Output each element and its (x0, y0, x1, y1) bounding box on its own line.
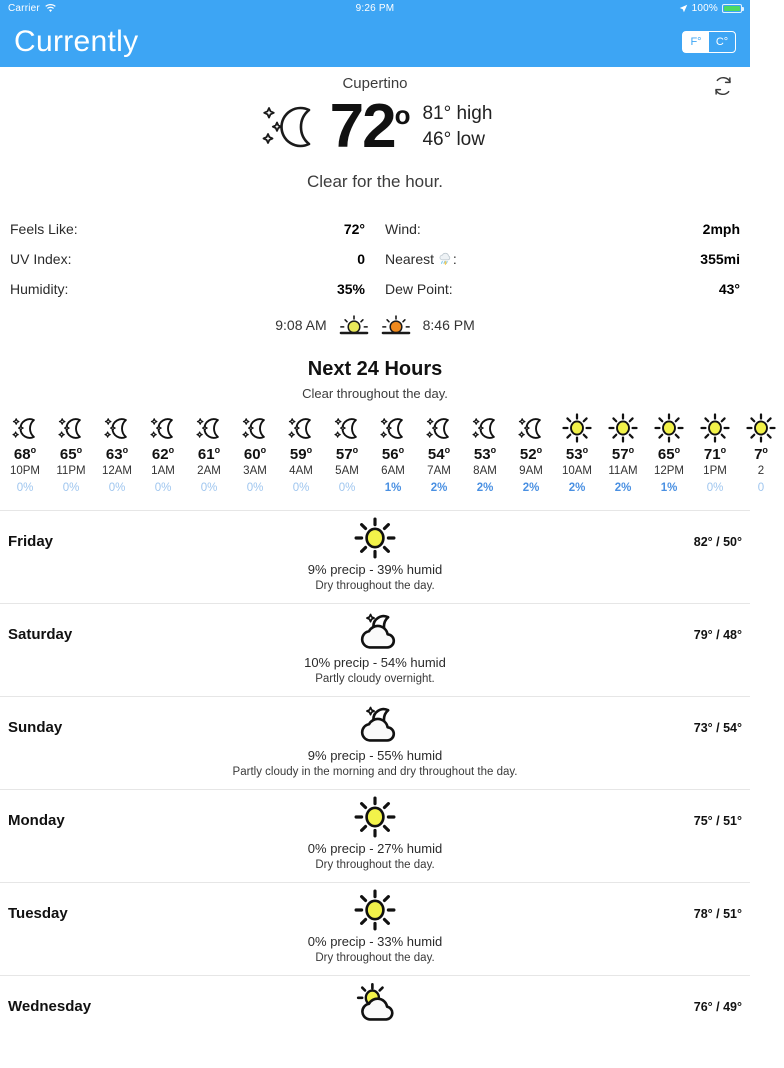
hourly-precipitation: 0% (62, 482, 80, 494)
clear-day-icon (562, 413, 592, 442)
hourly-temperature: 56$^o$ (381, 445, 405, 463)
hourly-time: 10PM (9, 465, 41, 477)
detail-value: 72° (343, 221, 365, 237)
daily-forecast-row[interactable] (0, 975, 750, 1068)
status-bar-clock: 9:26 PM (355, 2, 395, 14)
hourly-precipitation: 2% (476, 482, 494, 494)
hourly-temperature: 53$^o$ (473, 445, 497, 463)
day-stats: 10% precip - 54% humid (304, 655, 446, 670)
sunset-icon (381, 314, 411, 336)
detail-value: 355mi (700, 251, 740, 267)
clear-night-icon (148, 413, 178, 442)
weather-content (0, 67, 768, 1068)
unit-toggle[interactable] (682, 31, 736, 53)
hourly-time: 6AM (381, 465, 405, 477)
wifi-icon (45, 4, 56, 13)
clear-night-icon (424, 413, 454, 442)
detail-label: Humidity: (10, 281, 69, 297)
detail-uv-index (10, 244, 365, 274)
hourly-precipitation: 0 (757, 482, 765, 494)
hourly-precipitation: 2% (522, 482, 540, 494)
day-stats: 0% precip - 33% humid (307, 934, 443, 949)
clear-day-icon (608, 413, 638, 442)
hourly-precipitation: 0% (706, 482, 724, 494)
hourly-temperature: 65$^o$ (657, 445, 681, 463)
hourly-precipitation: 0% (154, 482, 172, 494)
day-center (0, 883, 750, 964)
hourly-forecast-item[interactable] (232, 413, 278, 494)
clear-night-icon (258, 96, 322, 158)
detail-label: Wind: (385, 221, 421, 237)
hourly-forecast-item[interactable] (324, 413, 370, 494)
day-center (0, 976, 750, 1024)
sunrise-icon (339, 314, 369, 336)
hourly-time: 9AM (519, 465, 543, 477)
storm-cloud-icon (438, 252, 453, 266)
hourly-time: 3AM (243, 465, 267, 477)
hourly-forecast-item[interactable] (692, 413, 738, 494)
hourly-forecast-item[interactable] (140, 413, 186, 494)
clear-day-icon (700, 413, 730, 442)
city-name: Cupertino (342, 75, 408, 92)
clear-day-icon (746, 413, 776, 442)
current-conditions (0, 91, 750, 161)
refresh-icon[interactable] (712, 75, 734, 97)
day-stats: 0% precip - 27% humid (307, 841, 443, 856)
hourly-time: 12PM (653, 465, 685, 477)
day-description: Partly cloudy in the morning and dry throughout the day. (232, 766, 518, 778)
unit-celsius-button[interactable]: C° (715, 35, 729, 48)
hourly-precipitation: 2% (614, 482, 632, 494)
hourly-forecast-item[interactable] (646, 413, 692, 494)
day-temperature-range: 76° / 49° (693, 1000, 742, 1014)
clear-day-icon (654, 413, 684, 442)
day-name: Tuesday (8, 905, 68, 922)
day-name: Monday (8, 812, 65, 829)
hourly-temperature: 59$^o$ (289, 445, 313, 463)
hourly-temperature: 60$^o$ (243, 445, 267, 463)
hourly-time: 7AM (427, 465, 451, 477)
hourly-precipitation: 0% (16, 482, 34, 494)
degree-symbol: o (394, 99, 409, 130)
nav-bar (0, 16, 750, 67)
clear-night-icon (56, 413, 86, 442)
hourly-forecast-item[interactable] (2, 413, 48, 494)
hourly-forecast-item[interactable] (278, 413, 324, 494)
details-column-left (0, 214, 375, 304)
clear-night-icon (378, 413, 408, 442)
hourly-time: 2 (757, 465, 765, 477)
hourly-forecast-item[interactable] (600, 413, 646, 494)
hourly-forecast-item[interactable] (94, 413, 140, 494)
day-temperature-range: 79° / 48° (693, 628, 742, 642)
unit-fahrenheit-button[interactable]: F° (683, 32, 709, 52)
hourly-forecast-item[interactable] (186, 413, 232, 494)
hourly-temperature: 53$^o$ (565, 445, 589, 463)
clear-night-icon (10, 413, 40, 442)
hourly-time: 11PM (56, 465, 86, 477)
day-description: Dry throughout the day. (315, 859, 435, 871)
details-column-right (375, 214, 750, 304)
hourly-time: 12AM (101, 465, 133, 477)
hourly-precipitation: 0% (246, 482, 264, 494)
hourly-temperature: 7$^o$ (754, 445, 768, 463)
hourly-time: 1AM (151, 465, 175, 477)
hourly-precipitation: 2% (568, 482, 586, 494)
current-summary: Clear for the hour. (306, 172, 444, 191)
detail-label: Dew Point: (385, 281, 453, 297)
next-24-hours-subtitle: Clear throughout the day. (302, 386, 448, 401)
hourly-forecast-item[interactable] (462, 413, 508, 494)
status-bar-right (679, 3, 742, 14)
hourly-precipitation: 1% (384, 482, 402, 494)
hourly-precipitation: 0% (292, 482, 310, 494)
hourly-forecast-item[interactable] (370, 413, 416, 494)
hourly-precipitation: 2% (430, 482, 448, 494)
day-center (0, 790, 750, 871)
hourly-time: 1PM (703, 465, 727, 477)
clear-night-icon (240, 413, 270, 442)
hourly-temperature: 54$^o$ (427, 445, 451, 463)
day-description: Partly cloudy overnight. (315, 673, 435, 685)
current-temperature (329, 91, 409, 161)
sunrise-sunset-row (0, 314, 750, 336)
detail-nearest-storm (385, 244, 740, 274)
sunset-time: 8:46 PM (422, 317, 475, 333)
clear-day-icon (354, 517, 396, 559)
hourly-time: 8AM (473, 465, 497, 477)
detail-dew-point (385, 274, 740, 304)
daily-forecast-row[interactable] (0, 603, 750, 696)
high-low-temperatures (422, 101, 492, 152)
partly-cloudy-day-icon (354, 982, 396, 1024)
status-bar-left (8, 3, 56, 14)
day-center (0, 511, 750, 592)
clear-day-icon (354, 889, 396, 931)
detail-label (385, 251, 457, 267)
daily-forecast-row[interactable] (0, 510, 750, 603)
details-grid (0, 214, 750, 304)
hourly-temperature: 68$^o$ (13, 445, 37, 463)
location-arrow-icon (679, 4, 688, 13)
hourly-forecast-item[interactable] (508, 413, 554, 494)
hourly-precipitation: 0% (108, 482, 126, 494)
partly-cloudy-night-icon (354, 703, 396, 745)
hourly-time: 11AM (608, 465, 638, 477)
day-name: Sunday (8, 719, 63, 736)
detail-label-prefix: Nearest (385, 251, 438, 267)
hourly-time: 5AM (335, 465, 359, 477)
battery-percent-label: 100% (691, 2, 718, 14)
hourly-forecast-strip[interactable] (0, 413, 768, 494)
hourly-temperature: 71$^o$ (703, 445, 727, 463)
detail-value: 35% (336, 281, 365, 297)
hourly-temperature: 57$^o$ (611, 445, 635, 463)
carrier-label: Carrier (8, 2, 40, 14)
hourly-temperature: 52$^o$ (519, 445, 543, 463)
hourly-forecast-item[interactable] (48, 413, 94, 494)
day-temperature-range: 73° / 54° (693, 721, 742, 735)
detail-label-suffix: : (452, 251, 457, 267)
day-temperature-range: 75° / 51° (693, 814, 742, 828)
hourly-forecast-item[interactable] (738, 413, 784, 494)
day-temperature-range: 78° / 51° (693, 907, 742, 921)
detail-value: 2mph (702, 221, 740, 237)
detail-feels-like (10, 214, 365, 244)
hourly-time: 4AM (289, 465, 313, 477)
clear-night-icon (516, 413, 546, 442)
partly-cloudy-night-icon (354, 610, 396, 652)
hourly-temperature: 65$^o$ (59, 445, 83, 463)
clear-night-icon (102, 413, 132, 442)
current-temperature-value: 72 (329, 91, 395, 161)
daily-forecast-row[interactable] (0, 789, 750, 882)
hourly-temperature: 57$^o$ (335, 445, 359, 463)
day-center (0, 697, 750, 778)
day-stats: 9% precip - 39% humid (307, 562, 443, 577)
sunrise-time: 9:08 AM (275, 317, 327, 333)
status-bar (0, 0, 750, 16)
hourly-precipitation: 1% (660, 482, 678, 494)
battery-full-icon (722, 4, 742, 13)
hourly-precipitation: 0% (338, 482, 356, 494)
day-stats: 9% precip - 55% humid (307, 748, 443, 763)
day-description: Dry throughout the day. (315, 580, 435, 592)
hourly-forecast-item[interactable] (416, 413, 462, 494)
clear-night-icon (470, 413, 500, 442)
clear-day-icon (354, 796, 396, 838)
page-title: Currently (14, 24, 139, 58)
clear-night-icon (286, 413, 316, 442)
day-temperature-range: 82° / 50° (693, 535, 742, 549)
next-24-hours-title: Next 24 Hours (307, 358, 443, 380)
hourly-time: 2AM (197, 465, 221, 477)
day-name: Saturday (8, 626, 73, 643)
hourly-time: 10AM (561, 465, 593, 477)
hourly-temperature: 62$^o$ (151, 445, 175, 463)
daily-forecast-row[interactable] (0, 696, 750, 789)
hourly-precipitation: 0% (200, 482, 218, 494)
daily-forecast-list (0, 510, 750, 1068)
hourly-temperature: 61$^o$ (197, 445, 221, 463)
day-center (0, 604, 750, 685)
hourly-forecast-item[interactable] (554, 413, 600, 494)
detail-label: UV Index: (10, 251, 72, 267)
high-temperature: 81° high (422, 103, 493, 125)
detail-wind (385, 214, 740, 244)
detail-label: Feels Like: (10, 221, 78, 237)
detail-humidity (10, 274, 365, 304)
detail-value: 0 (357, 251, 365, 267)
day-name: Friday (8, 533, 54, 550)
detail-value: 43° (718, 281, 740, 297)
clear-night-icon (332, 413, 362, 442)
low-temperature: 46° low (422, 129, 485, 150)
day-description: Dry throughout the day. (315, 952, 435, 964)
day-name: Wednesday (8, 998, 92, 1015)
hourly-temperature: 63$^o$ (105, 445, 129, 463)
clear-night-icon (194, 413, 224, 442)
daily-forecast-row[interactable] (0, 882, 750, 975)
